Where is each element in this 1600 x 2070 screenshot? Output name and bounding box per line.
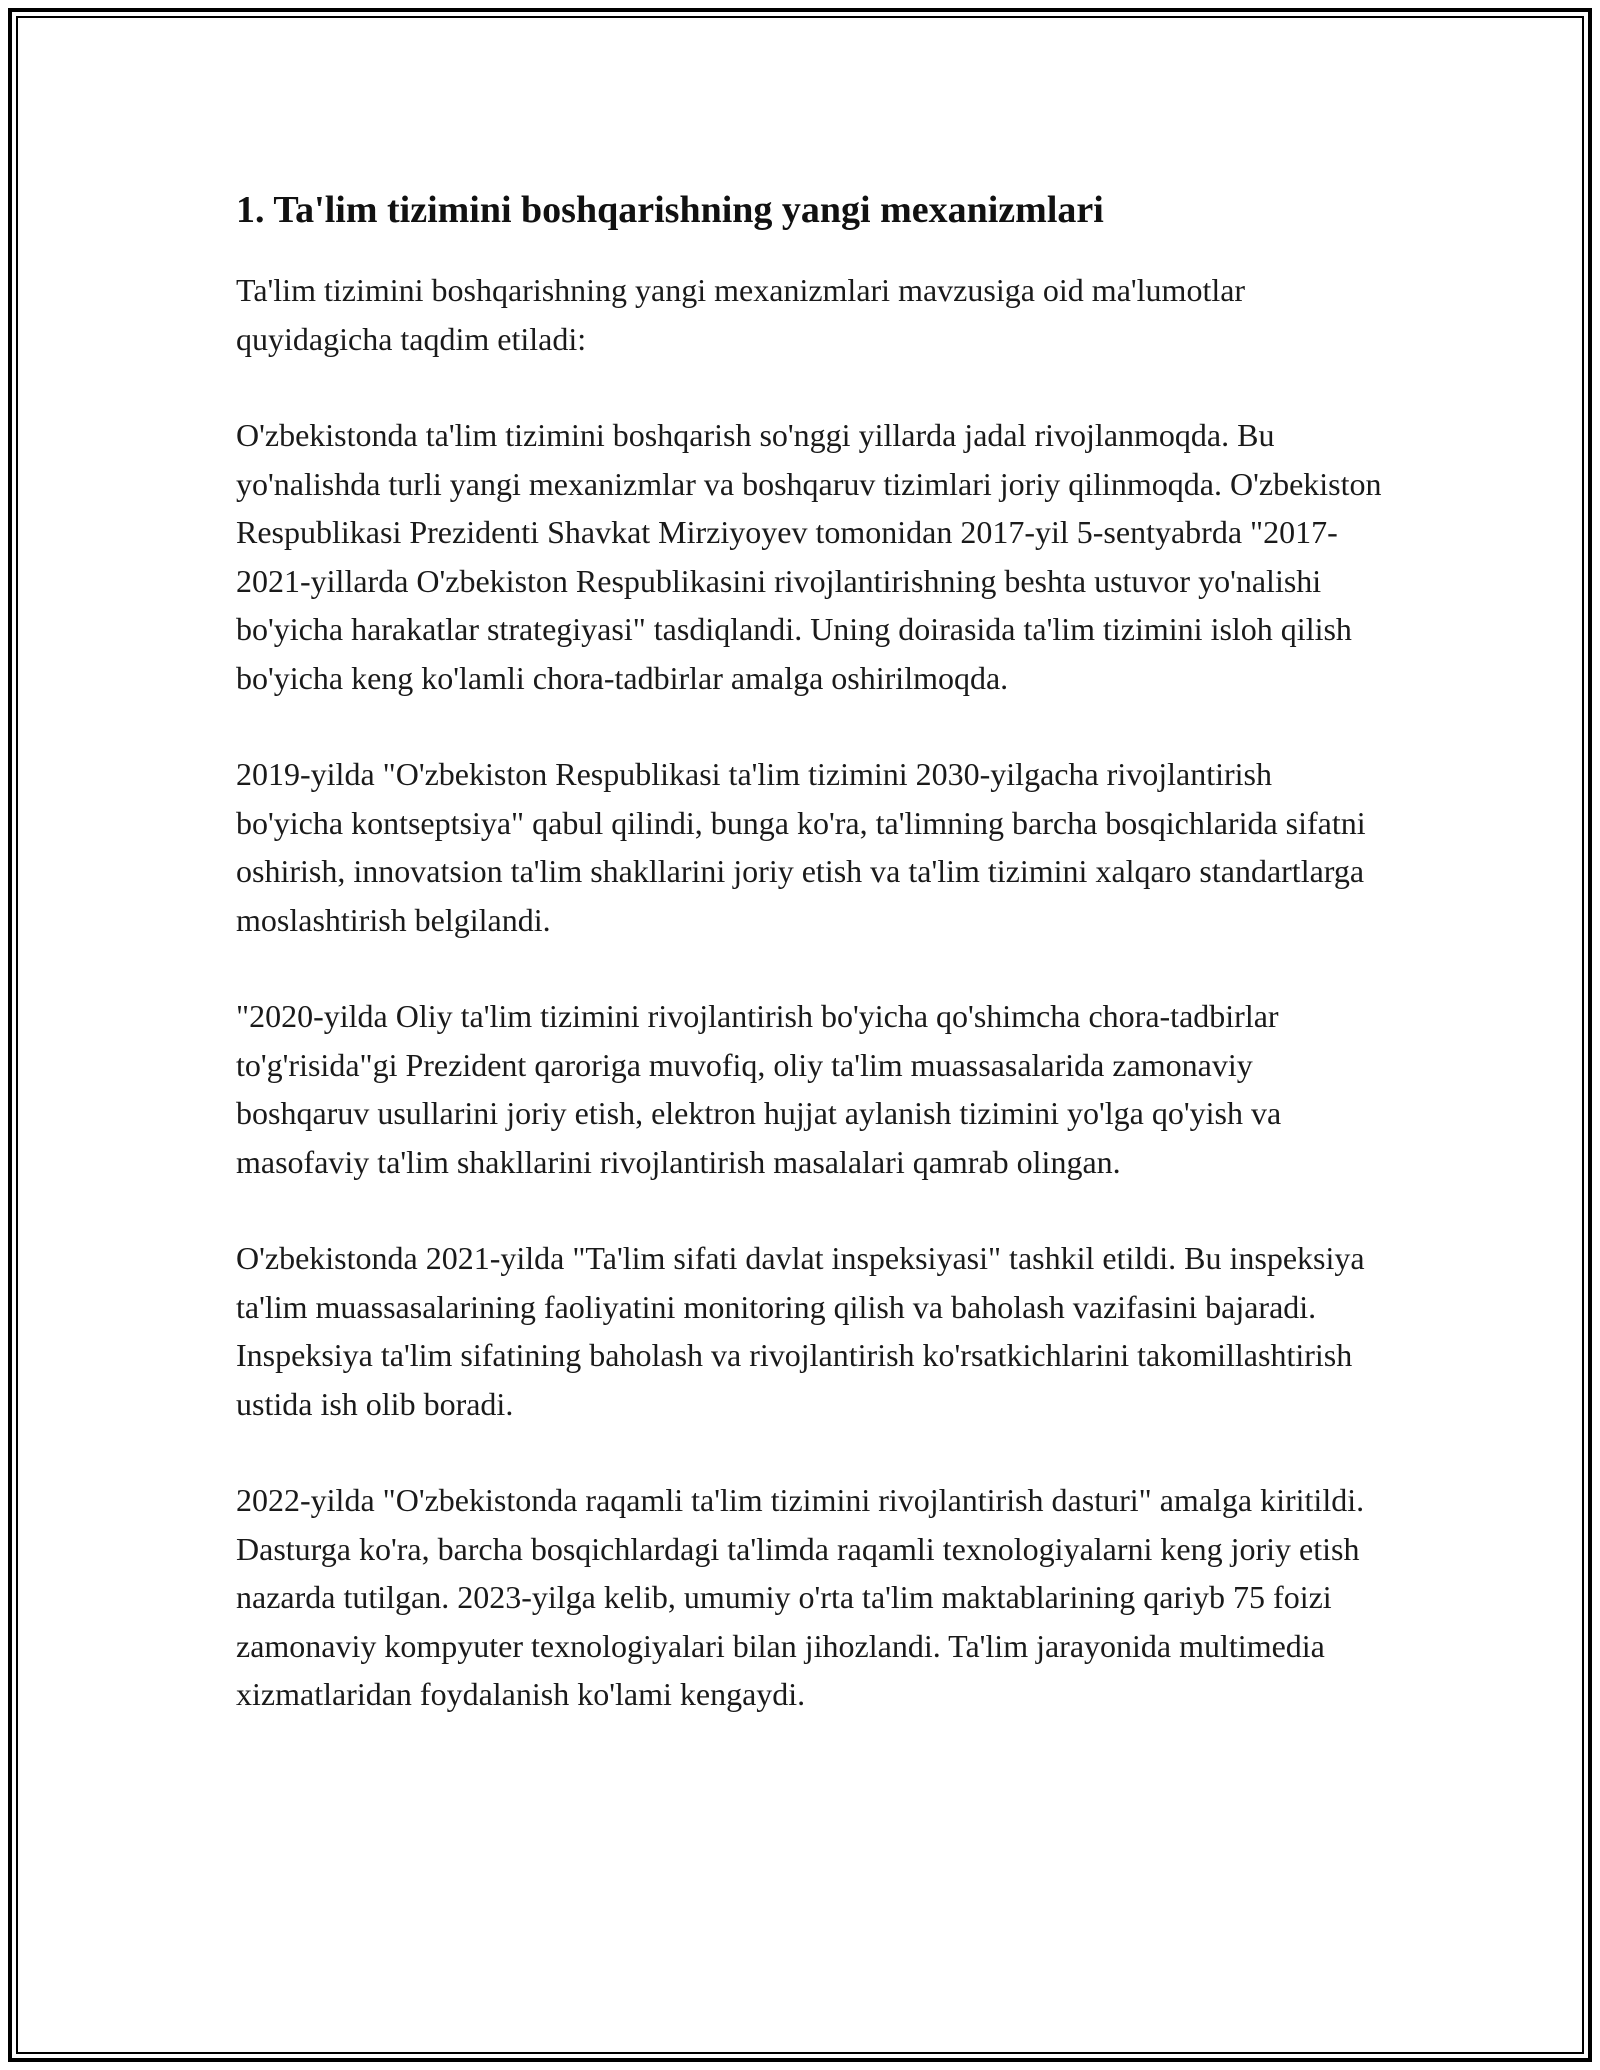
document-body	[236, 186, 1386, 1719]
document-title: 1. Ta'lim tizimini boshqarishning yangi mexanizmlari	[236, 189, 1104, 231]
paragraph-strategy-2017: O'zbekistonda ta'lim tizimini boshqarish so'nggi yillarda jadal rivojlanmoqda. Bu yo'nalishda turli yangi mexanizmlar va boshqaruv tizimlari joriy qilinmoqda. O'zbekiston Respublikasi Prezidenti Shavkat Mirziyoyev tomonidan 2017-yil 5-sentyabrda "2017-2021-yillarda O'zbekiston Respublikasini rivojlantirishning beshta ustuvor yo'nalishi bo'yicha harakatlar strategiyasi" tasdiqlandi. Uning doirasida ta'lim tizimini isloh qilish bo'yicha keng ko'lamli chora-tadbirlar amalga oshirilmoqda.	[236, 417, 1382, 696]
paragraph-higher-education-2020: "2020-yilda Oliy ta'lim tizimini rivojlantirish bo'yicha qo'shimcha chora-tadbirlar to'g'risida"gi Prezident qaroriga muvofiq, oliy ta'lim muassasalarida zamonaviy boshqaruv usullarini joriy etish, elektron hujjat aylanish tizimini yo'lga qo'yish va masofaviy ta'lim shakllarini rivojlantirish masalalari qamrab olingan.	[236, 998, 1282, 1180]
paragraph-intro: Ta'lim tizimini boshqarishning yangi mexanizmlari mavzusiga oid ma'lumotlar quyidagicha taqdim etiladi:	[236, 272, 1246, 357]
paragraph-inspection-2021: O'zbekistonda 2021-yilda "Ta'lim sifati davlat inspeksiyasi" tashkil etildi. Bu inspeksiya ta'lim muassasalarining faoliyatini monitoring qilish va baholash vazifasini bajaradi. Inspeksiya ta'lim sifatining baholash va rivojlantirish ko'rsatkichlarini takomillashtirish ustida ish olib boradi.	[236, 1240, 1365, 1422]
paragraph-concept-2019: 2019-yilda "O'zbekiston Respublikasi ta'lim tizimini 2030-yilgacha rivojlantirish bo'yicha kontseptsiya" qabul qilindi, bunga ko'ra, ta'limning barcha bosqichlarida sifatni oshirish, innovatsion ta'lim shakllarini joriy etish va ta'lim tizimini xalqaro standartlarga moslashtirish belgilandi.	[236, 756, 1366, 938]
paragraph-digital-education-2022: 2022-yilda "O'zbekistonda raqamli ta'lim tizimini rivojlantirish dasturi" amalga kiritildi. Dasturga ko'ra, barcha bosqichlardagi ta'limda raqamli texnologiyalarni keng joriy etish nazarda tutilgan. 2023-yilga kelib, umumiy o'rta ta'lim maktablarining qariyb 75 foizi zamonaviy kompyuter texnologiyalari bilan jihozlandi. Ta'lim jarayonida multimedia xizmatlaridan foydalanish ko'lami kengaydi.	[236, 1482, 1365, 1712]
